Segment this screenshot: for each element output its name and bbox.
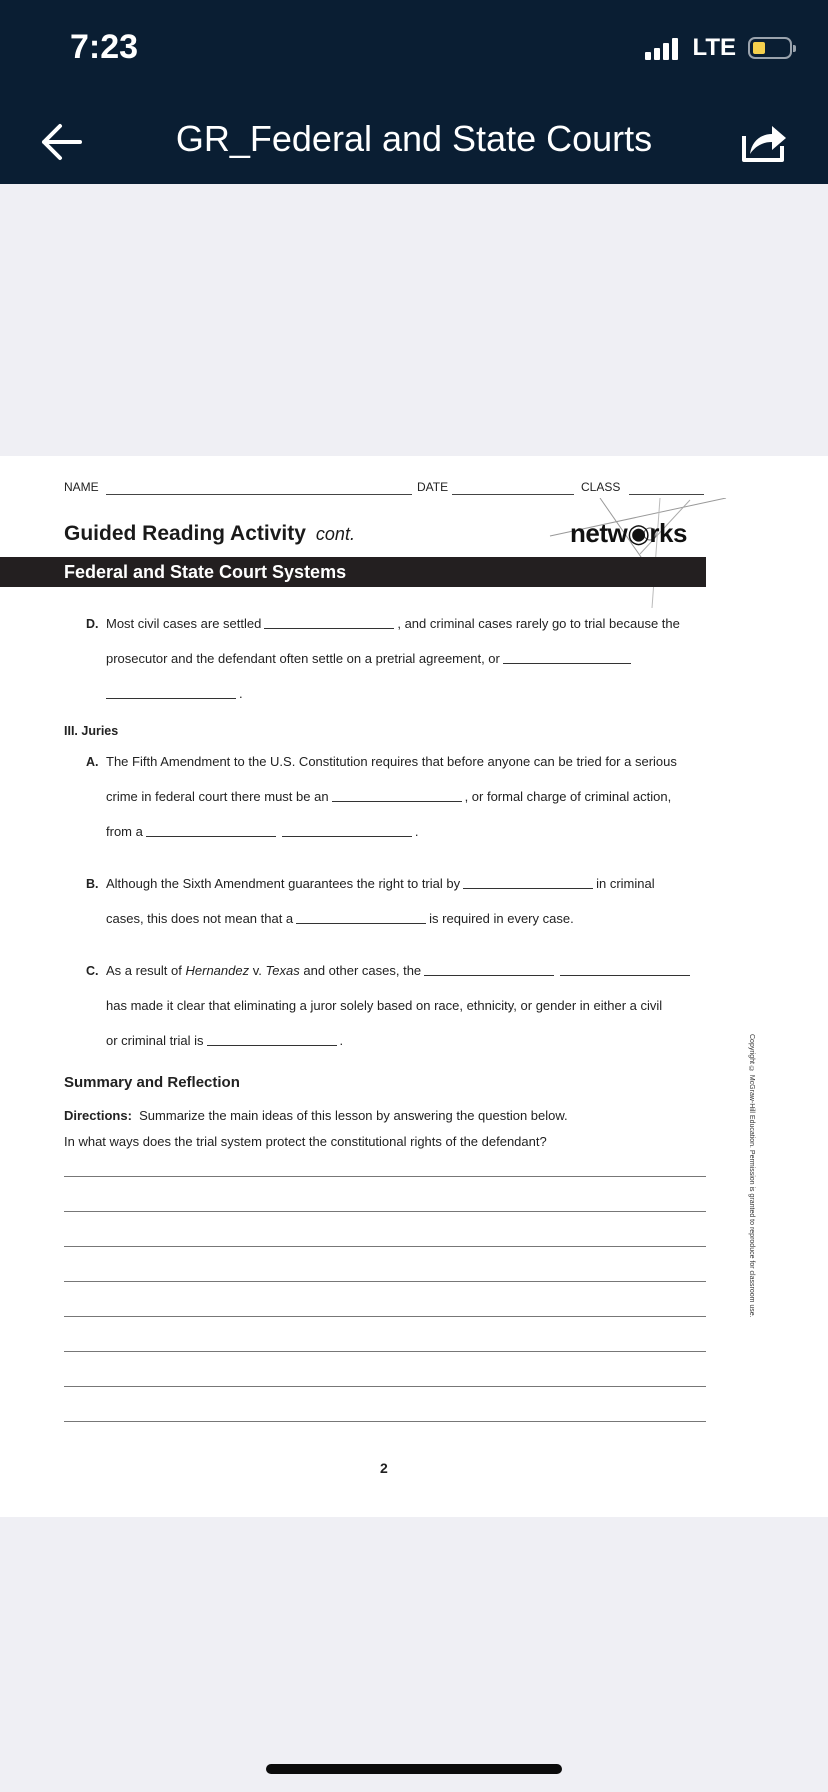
item-b-text-b: in criminal [596, 876, 655, 891]
item-a-label: A. [86, 755, 99, 769]
answer-line[interactable] [64, 1246, 706, 1247]
summary-heading: Summary and Reflection [64, 1074, 240, 1091]
answer-line[interactable] [64, 1316, 706, 1317]
answer-blank[interactable] [560, 974, 690, 976]
page-number: 2 [380, 1460, 388, 1476]
nav-bar [0, 100, 828, 184]
answer-line[interactable] [64, 1176, 706, 1177]
networks-logo: netw◉rks [570, 518, 687, 548]
item-c-line1 [106, 963, 693, 978]
signal-icon [645, 36, 678, 60]
answer-blank[interactable] [282, 835, 412, 837]
directions-label: Directions: [64, 1108, 132, 1123]
item-d-line1 [106, 616, 680, 631]
item-a-line3: from a . [106, 824, 419, 839]
item-d-label: D. [86, 617, 99, 631]
activity-title-suffix: cont. [315, 524, 355, 544]
answer-blank[interactable] [106, 697, 236, 699]
item-d-text-a: Most civil cases are settled [106, 616, 262, 631]
item-a-text-c: from a [106, 824, 143, 839]
item-b-text-c: cases, this does not mean that a [106, 911, 294, 926]
case-versus: v. [252, 963, 262, 978]
item-b-text-a: Although the Sixth Amendment guarantees the right to trial by [106, 876, 461, 891]
item-d-text-c: prosecutor and the defendant often settle on a pretrial agreement, or [106, 651, 500, 666]
answer-line[interactable] [64, 1386, 706, 1387]
activity-title [64, 522, 355, 546]
item-a-line1: The Fifth Amendment to the U.S. Constitution requires that before anyone can be tried for a serious [106, 754, 677, 769]
share-button[interactable] [736, 114, 792, 170]
date-line [452, 494, 574, 495]
item-c-line2: has made it clear that eliminating a juror solely based on race, ethnicity, or gender in either a civil [106, 998, 663, 1013]
answer-line[interactable] [64, 1281, 706, 1282]
answer-blank[interactable] [296, 922, 426, 924]
answer-line[interactable] [64, 1351, 706, 1352]
network-type: LTE [692, 34, 736, 61]
juries-heading: III. Juries [64, 724, 119, 738]
section-header [0, 557, 706, 587]
back-button[interactable] [36, 114, 92, 170]
home-indicator[interactable] [266, 1764, 562, 1774]
section-title: Federal and State Court Systems [64, 562, 347, 582]
item-d-line3: . [106, 686, 243, 701]
answer-blank[interactable] [264, 627, 394, 629]
item-c-text-c: or criminal trial is [106, 1033, 204, 1048]
battery-icon [748, 37, 792, 59]
answer-blank[interactable] [463, 887, 593, 889]
answer-blank[interactable] [332, 800, 462, 802]
document-page [0, 456, 828, 1517]
item-b-label: B. [86, 877, 99, 891]
answer-line[interactable] [64, 1421, 706, 1422]
status-time: 7:23 [70, 28, 139, 66]
item-b-line1 [106, 876, 655, 891]
item-d-line2 [106, 651, 634, 666]
directions [64, 1108, 568, 1123]
answer-blank[interactable] [207, 1044, 337, 1046]
answer-line[interactable] [64, 1211, 706, 1212]
item-a-text-b: , or formal charge of criminal action, [464, 789, 672, 804]
item-c-text-b: and other cases, the [303, 963, 422, 978]
logo-decoration-icon [540, 498, 730, 608]
item-b-text-d: is required in every case. [429, 911, 574, 926]
item-a-line2 [106, 789, 671, 804]
status-indicators [645, 34, 792, 62]
item-b-line2 [106, 911, 574, 926]
answer-blank[interactable] [424, 974, 554, 976]
copyright-notice: Copyright © McGraw-Hill Education. Permission is granted to reproduce for classroom use. [748, 1034, 755, 1318]
name-label: NAME [64, 480, 99, 494]
activity-title-text: Guided Reading Activity [64, 522, 306, 545]
case-name-hernandez: Hernandez [185, 963, 250, 978]
answer-blank[interactable] [503, 662, 631, 664]
case-name-texas: Texas [265, 963, 300, 978]
directions-text: Summarize the main ideas of this lesson by answering the question below. [139, 1108, 568, 1123]
name-line [106, 494, 412, 495]
item-c-line3: or criminal trial is . [106, 1033, 344, 1048]
status-bar [0, 0, 828, 100]
share-icon [736, 114, 792, 170]
summary-question: In what ways does the trial system protect the constitutional rights of the defendant? [64, 1134, 547, 1149]
date-label: DATE [417, 480, 449, 494]
item-c-text-a: As a result of [106, 963, 182, 978]
class-line [629, 494, 704, 495]
item-d-text-b: , and criminal cases rarely go to trial because the [397, 616, 680, 631]
answer-blank[interactable] [146, 835, 276, 837]
document-title: GR_Federal and State Courts [175, 118, 653, 159]
class-label: CLASS [581, 480, 621, 494]
arrow-left-icon [36, 114, 92, 170]
item-a-text-a: crime in federal court there must be an [106, 789, 329, 804]
item-c-label: C. [86, 964, 99, 978]
